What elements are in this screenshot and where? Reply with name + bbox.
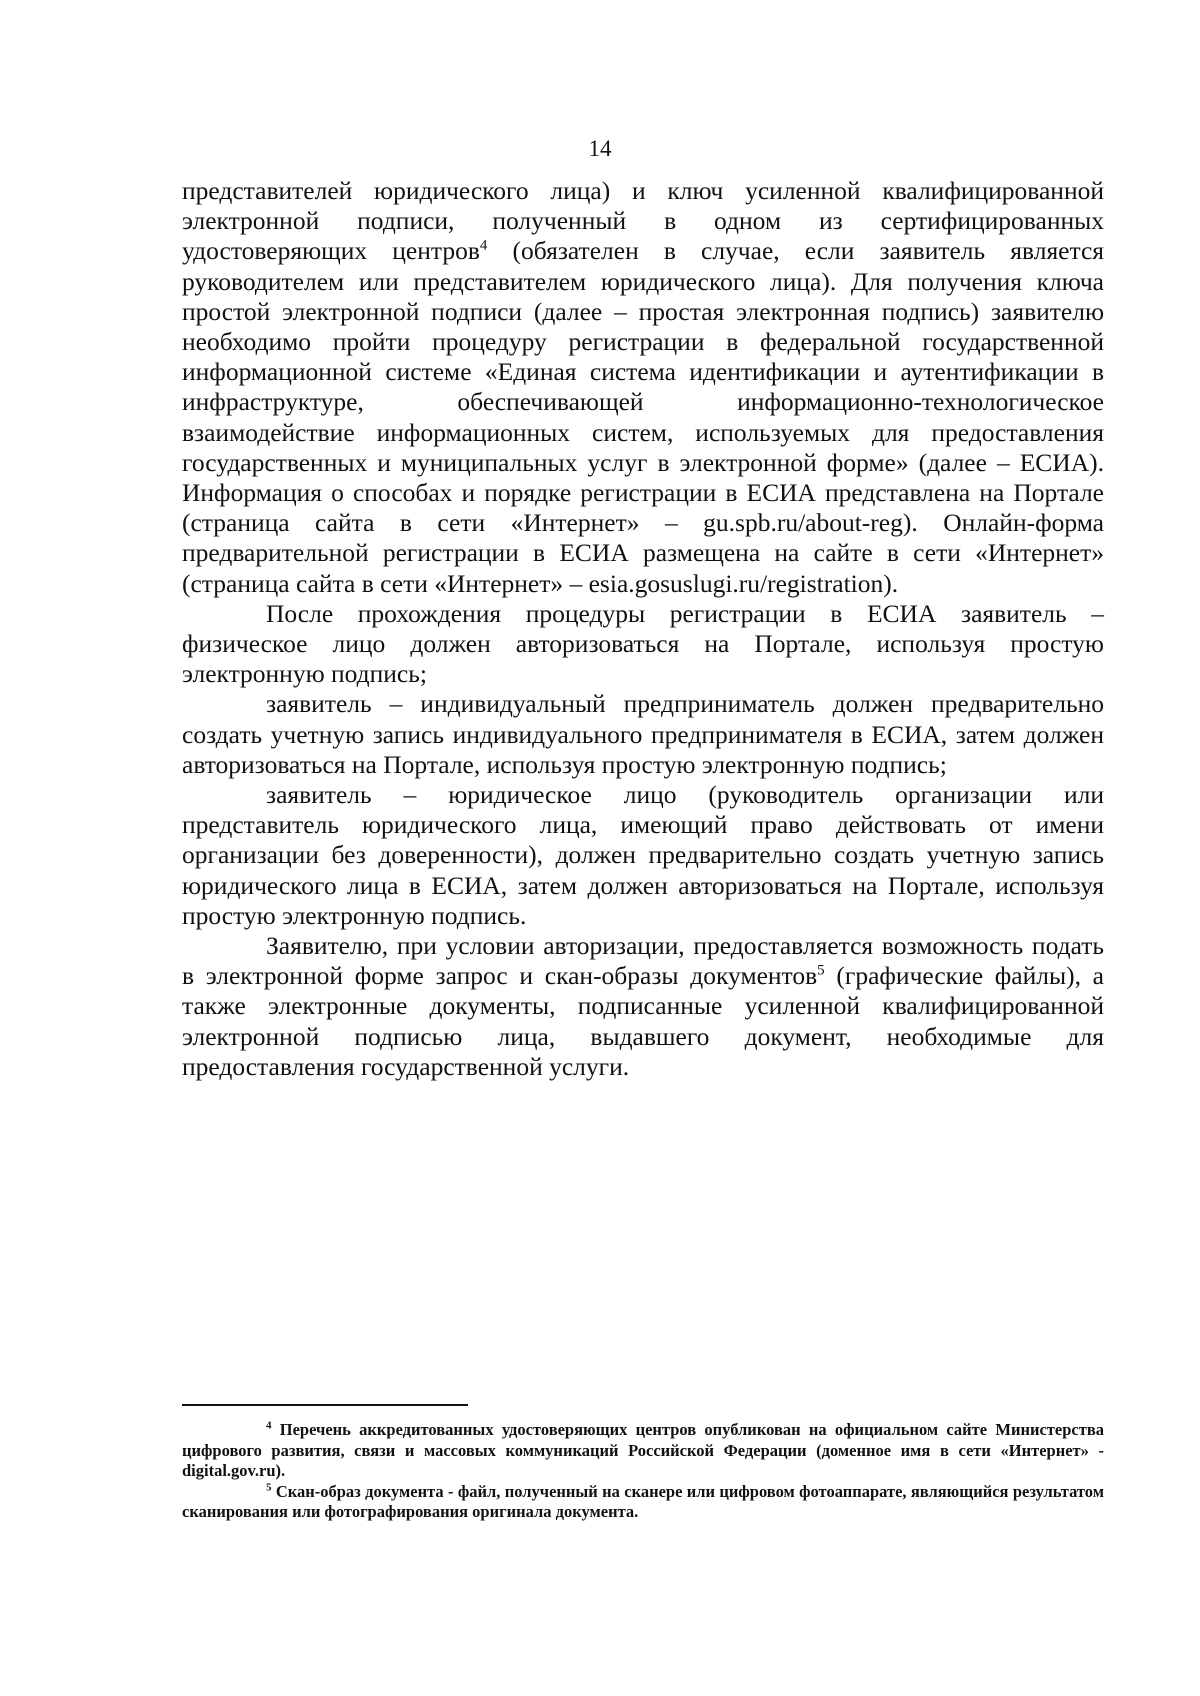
- footnote-text: Скан-образ документа - файл, полученный на сканере или цифровом фотоаппарате, являющийся результатом сканирования или фотографирования оригинала документа.: [182, 1481, 1104, 1521]
- paragraph-text: (обязателен в случае, если заявитель является руководителем или представителем юридического лица). Для получения ключа простой электронной подписи (далее – простая электронная подпись) заявителю необходимо пройти процедуру регистрации в федеральной государственной информационной системе «Единая система идентификации и аутентификации в инфраструктуре, обеспечивающей информационно-технологическое взаимодействие информационных систем, используемых для предоставления государственных и муниципальных услуг в электронной форме» (далее – ЕСИА). Информация о способах и порядке регистрации в ЕСИА представлена на Портале (страница сайта в сети «Интернет» – gu.spb.ru/about-reg). Онлайн-форма предварительной регистрации в ЕСИА размещена на сайте в сети «Интернет» (страница сайта в сети «Интернет» – esia.gosuslugi.ru/registration).: [182, 236, 1104, 598]
- paragraph-text: Заявителю, при условии авторизации, предоставляется возможность подать в электронной форме запрос и скан-образы документов: [182, 931, 1104, 991]
- page-number: 14: [588, 136, 612, 161]
- footnotes: [182, 1420, 1104, 1523]
- paragraph-after-registration: [182, 599, 1104, 690]
- footnote-separator: [182, 1404, 468, 1406]
- paragraph-legal-entity: [182, 780, 1104, 931]
- paragraph-text: После прохождения процедуры регистрации в ЕСИА заявитель – физическое лицо должен авторизоваться на Портале, используя простую электронную подпись;: [182, 598, 1104, 689]
- footnote-5: [182, 1482, 1104, 1523]
- footnote-mark: 5: [266, 1481, 272, 1493]
- paragraph-continuation: [182, 176, 1104, 599]
- paragraph-text: представителей юридического лица) и ключ усиленной квалифицированной электронной подписи, полученный в одном из сертифицированных удостоверяющих центров: [182, 176, 1104, 266]
- footnote-ref-5: 5: [817, 962, 825, 979]
- paragraph-text: заявитель – индивидуальный предприниматель должен предварительно создать учетную запись индивидуального предпринимателя в ЕСИА, затем должен авторизоваться на Портале, используя простую электронную подпись;: [182, 689, 1104, 779]
- body-text: [182, 176, 1104, 1082]
- paragraph-text: (графические файлы), а также электронные документы, подписанные усиленной квалифицированной электронной подписью лица, выдавшего документ, необходимые для предоставления государственной услуги.: [182, 961, 1104, 1081]
- paragraph-individual-entrepreneur: [182, 689, 1104, 780]
- footnote-text: Перечень аккредитованных удостоверяющих центров опубликован на официальном сайте Министерства цифрового развития, связи и массовых коммуникаций Российской Федерации (доменное имя в сети «Интернет» - digital.gov.ru).: [182, 1420, 1104, 1480]
- footnote-4: [182, 1420, 1104, 1482]
- paragraph-text: заявитель – юридическое лицо (руководитель организации или представитель юридического лица, имеющий право действовать от имени организации без доверенности), должен предварительно создать учетную запись юридического лица в ЕСИА, затем должен авторизоваться на Портале, используя простую электронную подпись.: [182, 780, 1104, 930]
- paragraph-authorization: [182, 931, 1104, 1082]
- footnote-ref-4: 4: [479, 237, 488, 254]
- footnote-mark: 4: [266, 1419, 272, 1432]
